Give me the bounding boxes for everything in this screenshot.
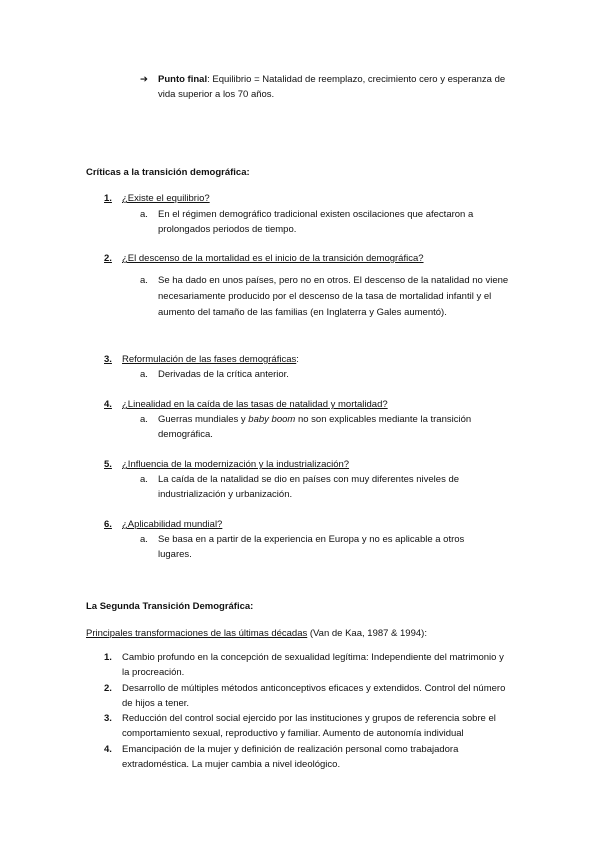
arrow-icon: ➔ — [140, 74, 148, 85]
sub-item-text-pre: Guerras mundiales y — [158, 414, 249, 425]
segunda-citation: (Van de Kaa, 1987 & 1994): — [307, 628, 427, 639]
critica-title: ¿Existe el equilibrio? — [122, 193, 210, 204]
intro-paragraph — [158, 72, 523, 102]
sub-letter: a. — [140, 534, 148, 545]
critica-number: 6. — [104, 519, 112, 530]
transformacion-number: 2. — [104, 683, 112, 694]
critica-title: ¿Aplicabilidad mundial? — [122, 519, 223, 530]
sub-item-text: Se basa en a partir de la experiencia en Europa y no es aplicable a otros lugares. — [158, 534, 465, 560]
critica-number: 4. — [104, 399, 112, 410]
sub-item-text: La caída de la natalidad se dio en países con muy diferentes niveles de industrialización y urbanización. — [158, 474, 460, 500]
transformacion-number: 1. — [104, 652, 112, 663]
criticas-heading: Críticas a la transición demográfica: — [86, 167, 250, 178]
critica-title: ¿El descenso de la mortalidad es el inicio de la transición demográfica? — [122, 253, 424, 264]
critica-title: ¿Linealidad en la caída de las tasas de natalidad y mortalidad? — [122, 399, 388, 410]
intro-bold: Punto final — [158, 74, 208, 85]
critica-number: 3. — [104, 354, 112, 365]
critica-number: 1. — [104, 193, 112, 204]
transformacion-text: Cambio profundo en la concepción de sexualidad legítima: Independiente del matrimonio y la procreación. — [122, 652, 504, 678]
segunda-subheading: Principales transformaciones de las últimas décadas — [86, 628, 308, 639]
sub-letter: a. — [140, 209, 148, 220]
sub-item-text: Derivadas de la crítica anterior. — [158, 369, 289, 380]
sub-item-text — [158, 412, 518, 442]
critica-number: 2. — [104, 253, 112, 264]
transformacion-number: 3. — [104, 713, 112, 724]
critica-number: 5. — [104, 459, 112, 470]
sub-letter: a. — [140, 275, 148, 286]
sub-item-text: En el régimen demográfico tradicional existen oscilaciones que afectaron a prolongados periodos de tiempo. — [158, 209, 474, 235]
sub-item-text-italic: baby boom — [248, 414, 296, 425]
critica-title: ¿Influencia de la modernización y la industrialización? — [122, 459, 350, 470]
sub-letter: a. — [140, 369, 148, 380]
transformacion-number: 4. — [104, 744, 112, 755]
sub-item-text: Se ha dado en unos países, pero no en otros. El descenso de la natalidad no viene necesariamente producido por el descenso de la tasa de mortalidad infantil y el aumento del tamaño de las familias (en Inglaterra y Gales aumentó). — [158, 275, 509, 318]
sub-letter: a. — [140, 414, 148, 425]
transformacion-text: Desarrollo de múltiples métodos anticonceptivos eficaces y extendidos. Control del número de hijos a tener. — [122, 683, 506, 709]
segunda-heading: La Segunda Transición Demográfica: — [86, 601, 254, 612]
sub-item-text-post: no son explicables mediante la transición demográfica. — [158, 414, 472, 440]
critica-title-line — [122, 352, 299, 367]
critica-title: Reformulación de las fases demográficas — [122, 354, 297, 365]
segunda-subheading-line — [86, 626, 427, 641]
sub-letter: a. — [140, 474, 148, 485]
transformacion-text: Emancipación de la mujer y definición de realización personal como trabajadora extradoméstica. La mujer cambia a nivel ideológico. — [122, 744, 459, 770]
critica-title-suffix: : — [296, 354, 299, 365]
transformacion-text: Reducción del control social ejercido por las instituciones y grupos de referencia sobre el comportamiento sexual, reproductivo y familiar. Aumento de autonomía individual — [122, 713, 496, 739]
intro-text: : Equilibrio = Natalidad de reemplazo, crecimiento cero y esperanza de vida superior a los 70 años. — [158, 74, 506, 100]
